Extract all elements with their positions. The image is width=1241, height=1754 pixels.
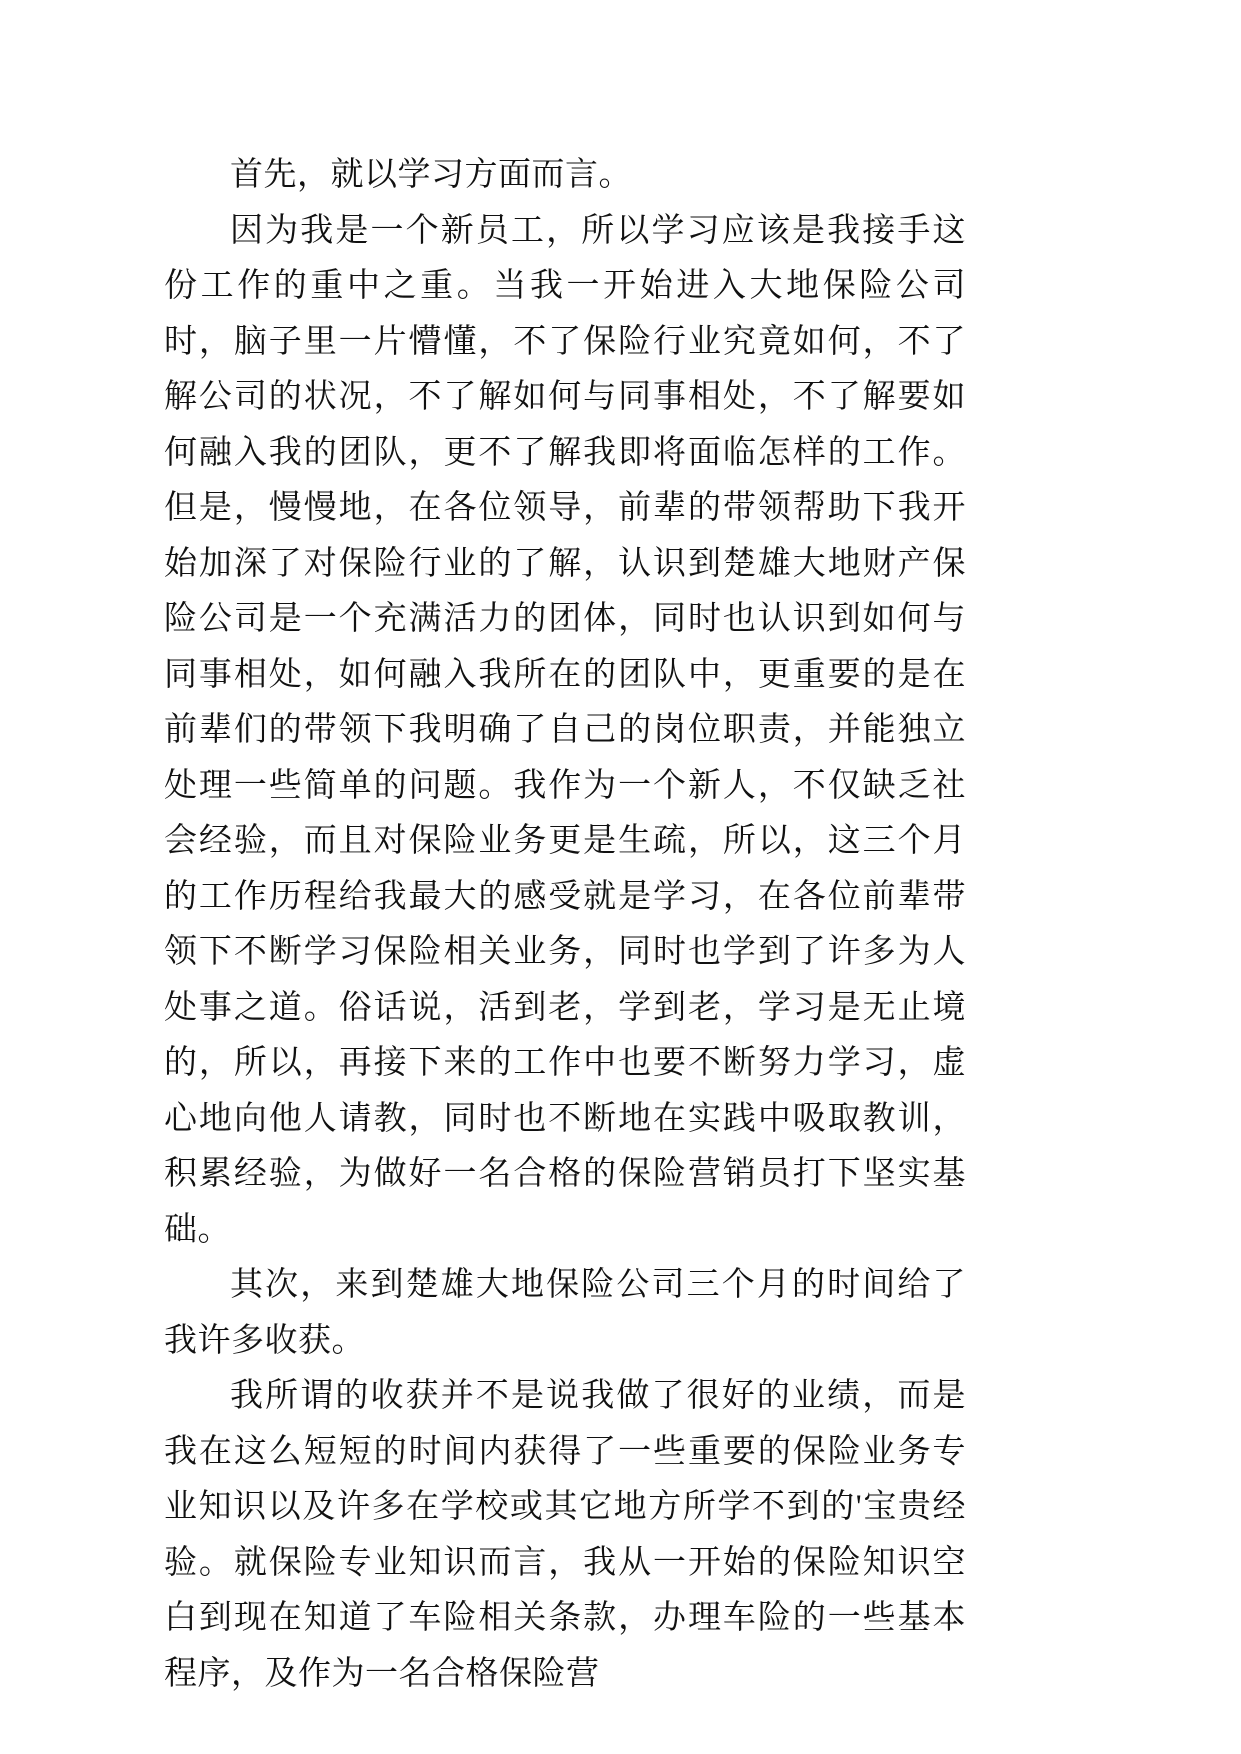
paragraph-gains-details: 我所谓的收获并不是说我做了很好的业绩，而是我在这么短短的时间内获得了一些重要的保险业务专业知识以及许多在学校或其它地方所学不到的'宝贵经验。就保险专业知识而言，我从一开始的保险知识空白到现在知道了车险相关条款，办理车险的一些基本程序，及作为一名合格保险营	[164, 1378, 966, 1692]
paragraph-learning-details: 因为我是一个新员工，所以学习应该是我接手这份工作的重中之重。当我一开始进入大地保险公司时，脑子里一片懵懂，不了保险行业究竟如何，不了解公司的状况，不了解如何与同事相处，不了解要如何融入我的团队，更不了解我即将面临怎样的工作。但是，慢慢地，在各位领导，前辈的带领帮助下我开始加深了对保险行业的了解，认识到楚雄大地财产保险公司是一个充满活力的团体，同时也认识到如何与同事相处，如何融入我所在的团队中，更重要的是在前辈们的带领下我明确了自己的岗位职责，并能独立处理一些简单的问题。我作为一个新人，不仅缺乏社会经验，而且对保险业务更是生疏，所以，这三个月的工作历程给我最大的感受就是学习，在各位前辈带领下不断学习保险相关业务，同时也学到了许多为人处事之道。俗话说，活到老，学到老，学习是无止境的，所以，再接下来的工作中也要不断努力学习，虚心地向他人请教，同时也不断地在实践中吸取教训，积累经验，为做好一名合格的保险营销员打下坚实基础。	[164, 212, 966, 1248]
document-body	[164, 148, 966, 1702]
paragraph-intro-learning: 首先，就以学习方面而言。	[230, 157, 632, 193]
paragraph-intro-gains: 其次，来到楚雄大地保险公司三个月的时间给了我许多收获。	[164, 1267, 966, 1359]
